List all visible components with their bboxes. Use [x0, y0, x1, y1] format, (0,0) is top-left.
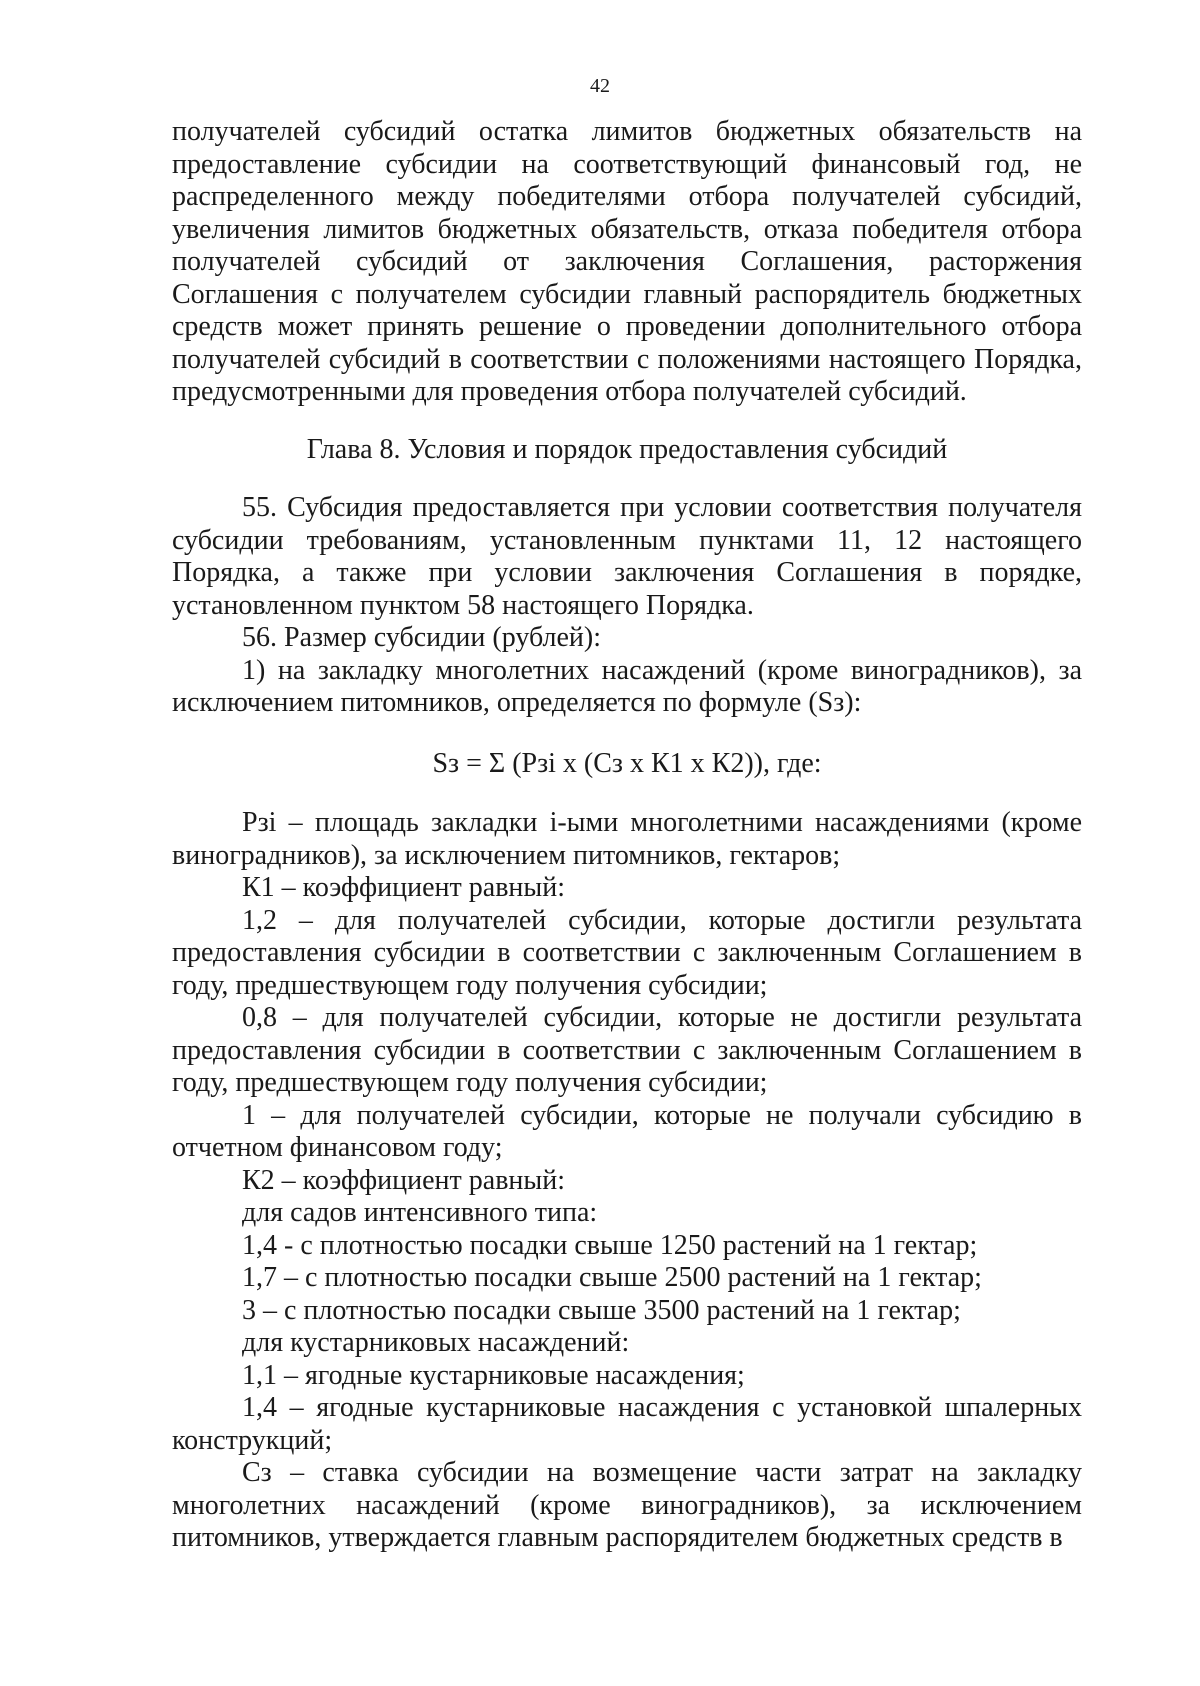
document-body: [172, 116, 1082, 1555]
k2-value-1-4-trellis: 1,4 – ягодные кустарниковые насаждения с установкой шпалерных конструкций;: [172, 1392, 1082, 1456]
paragraph-55: 55. Субсидия предоставляется при условии соответствия получателя субсидии требованиям, установленным пунктами 11, 12 настоящего Порядка, а также при условии заключения Соглашения в порядке, установленном пунктом 58 настоящего Порядка.: [172, 492, 1082, 621]
paragraph-56: 56. Размер субсидии (рублей):: [242, 622, 601, 653]
formula: Sз = Σ (Рзi х (Сз х К1 х К2)), где:: [432, 747, 822, 779]
definition-sz: Сз – ставка субсидии на возмещение части затрат на закладку многолетних насаждений (кроме виноградников), за исключением питомников, утверждается главным распорядителем бюджетных средств в: [172, 1457, 1082, 1553]
k2-intensive-heading: для садов интенсивного типа:: [242, 1197, 598, 1228]
k1-value-1-2: 1,2 – для получателей субсидии, которые достигли результата предоставления субсидии в соответствии с заключенным Соглашением в году, предшествующем году получения субсидии;: [172, 904, 1082, 1001]
paragraph-56-item-1: 1) на закладку многолетних насаждений (кроме виноградников), за исключением питомников, определяется по формуле (Sз):: [172, 654, 1082, 718]
page-number: 42: [590, 75, 610, 97]
k2-value-1-4: 1,4 - с плотностью посадки свыше 1250 растений на 1 гектар;: [242, 1229, 978, 1261]
k1-value-1: 1 – для получателей субсидии, которые не получали субсидию в отчетном финансовом году;: [172, 1099, 1082, 1163]
k2-value-1-1: 1,1 – ягодные кустарниковые насаждения;: [242, 1359, 745, 1391]
k2-shrub-heading: для кустарниковых насаждений:: [242, 1327, 630, 1358]
k1-value-0-8: 0,8 – для получателей субсидии, которые не достигли результата предоставления субсидии в соответствии с заключенным Соглашением в году, предшествующем году получения субсидии;: [172, 1002, 1082, 1098]
k2-value-3: 3 – с плотностью посадки свыше 3500 растений на 1 гектар;: [242, 1294, 961, 1326]
definition-k1: К1 – коэффициент равный:: [242, 872, 565, 903]
paragraph-continuation: получателей субсидий остатка лимитов бюджетных обязательств на предоставление субсидии на соответствующий финансовый год, не распределенного между победителями отбора получателей субсидий, увеличения лимитов бюджетных обязательств, отказа победителя отбора получателей субсидий от заключения Соглашения, расторжения Соглашения с получателем субсидии главный распорядитель бюджетных средств может принять решение о проведении дополнительного отбора получателей субсидий в соответствии с положениями настоящего Порядка, предусмотренными для проведения отбора получателей субсидий.: [172, 116, 1082, 407]
definition-k2: К2 – коэффициент равный:: [242, 1164, 565, 1196]
k2-value-1-7: 1,7 – с плотностью посадки свыше 2500 растений на 1 гектар;: [242, 1262, 982, 1293]
chapter-heading: Глава 8. Условия и порядок предоставления субсидий: [306, 433, 948, 465]
definition-pzi: Рзi – площадь закладки i-ыми многолетними насаждениями (кроме виноградников), за исключением питомников, гектаров;: [172, 807, 1082, 871]
